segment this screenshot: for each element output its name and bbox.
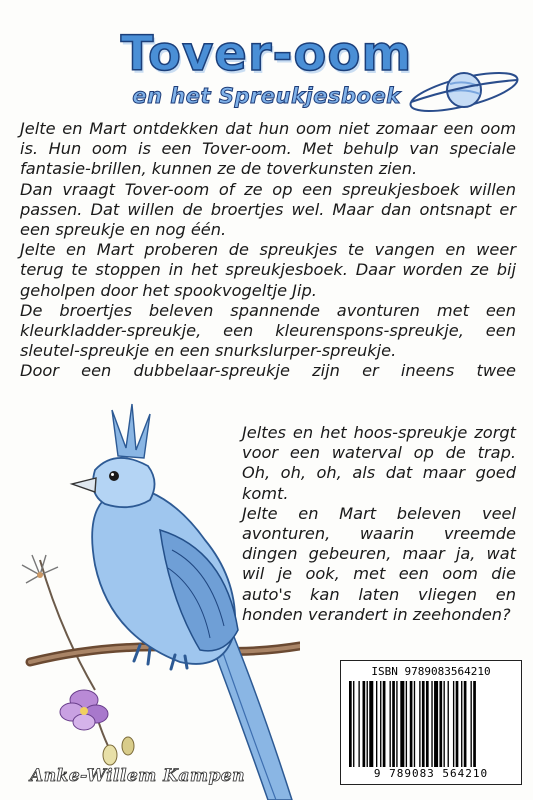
- barcode-bar: [439, 681, 442, 767]
- barcode-bar: [453, 681, 454, 767]
- barcode-bar: [353, 681, 354, 767]
- isbn-digits: 9 789083 564210: [373, 767, 489, 780]
- book-subtitle: en het Spreukjesboek: [132, 84, 401, 108]
- blurb-paragraph: Jelte en Mart ontdekken dat hun oom niet zomaar een oom is. Hun oom is een Tover-oom. Met behulp van speciale fantasie-brillen, kunnen ze de toverkunsten zien.: [20, 119, 516, 179]
- barcode-bar: [383, 681, 386, 767]
- barcode-bar: [358, 681, 359, 767]
- barcode-bar: [400, 681, 404, 767]
- barcode-bar: [390, 681, 391, 767]
- barcode-bar: [434, 681, 438, 767]
- barcode-bar: [406, 681, 407, 767]
- barcode-bars: [349, 681, 513, 767]
- barcode-bar: [426, 681, 429, 767]
- blurb-paragraph: Door een dubbelaar-spreukje zijn er ineens twee: [20, 361, 516, 381]
- barcode-bar: [444, 681, 445, 767]
- barcode-bar: [464, 681, 467, 767]
- barcode-bar: [392, 681, 395, 767]
- blurb-paragraph: Jelte en Mart proberen de spreukjes te vangen en weer terug te stoppen in het spreukjesboek. Daar worden ze bij geholpen door het spookvogeltje Jip.: [20, 240, 516, 300]
- book-title: Tover-oom: [120, 26, 413, 82]
- isbn-label: ISBN 9789083564210: [371, 665, 491, 678]
- barcode-bar: [431, 681, 432, 767]
- blurb-text: [20, 119, 516, 382]
- blurb-paragraph: Jelte en Mart beleven veel avonturen, waarin vreemde dingen gebeuren, maar ja, wat wil je ook, met een oom die auto's kan laten vliegen en honden verandert in zeehonden?: [242, 503, 516, 624]
- blurb-paragraph: Jeltes en het hoos-spreukje zorgt voor een waterval op de trap. Oh, oh, oh, als dat maar goed komt.: [242, 423, 516, 503]
- bird-illustration: [0, 400, 300, 800]
- barcode-bar: [471, 681, 472, 767]
- barcode-bar: [410, 681, 413, 767]
- ringed-planet-icon: [402, 60, 522, 120]
- barcode-bar: [473, 681, 476, 767]
- barcode-bar: [461, 681, 462, 767]
- author-name: Anke-Willem Kampen: [30, 766, 246, 786]
- white-flower-icon: [22, 555, 58, 583]
- barcode-bar: [414, 681, 415, 767]
- barcode-bar: [376, 681, 377, 767]
- barcode-bar: [422, 681, 425, 767]
- barcode-bar: [448, 681, 449, 767]
- barcode-bar: [349, 681, 352, 767]
- blurb-paragraph: De broertjes beleven spannende avonturen met een kleurkladder-spreukje, een kleurenspons-spreukje, een sleutel-spreukje en een snurkslurper-spreukje.: [20, 300, 516, 361]
- barcode-bar: [456, 681, 459, 767]
- barcode-bar: [369, 681, 373, 767]
- purple-flower-icon: [60, 690, 108, 730]
- barcode-bar: [396, 681, 397, 767]
- barcode-bar: [419, 681, 420, 767]
- blurb-paragraph: Dan vraagt Tover-oom of ze op een spreukjesboek willen passen. Dat willen de broertjes wel. Maar dan ontsnapt er een spreukje en nog één.: [20, 179, 516, 240]
- barcode-bar: [367, 681, 368, 767]
- barcode-bar: [363, 681, 366, 767]
- isbn-barcode: [340, 660, 522, 785]
- barcode-bar: [380, 681, 381, 767]
